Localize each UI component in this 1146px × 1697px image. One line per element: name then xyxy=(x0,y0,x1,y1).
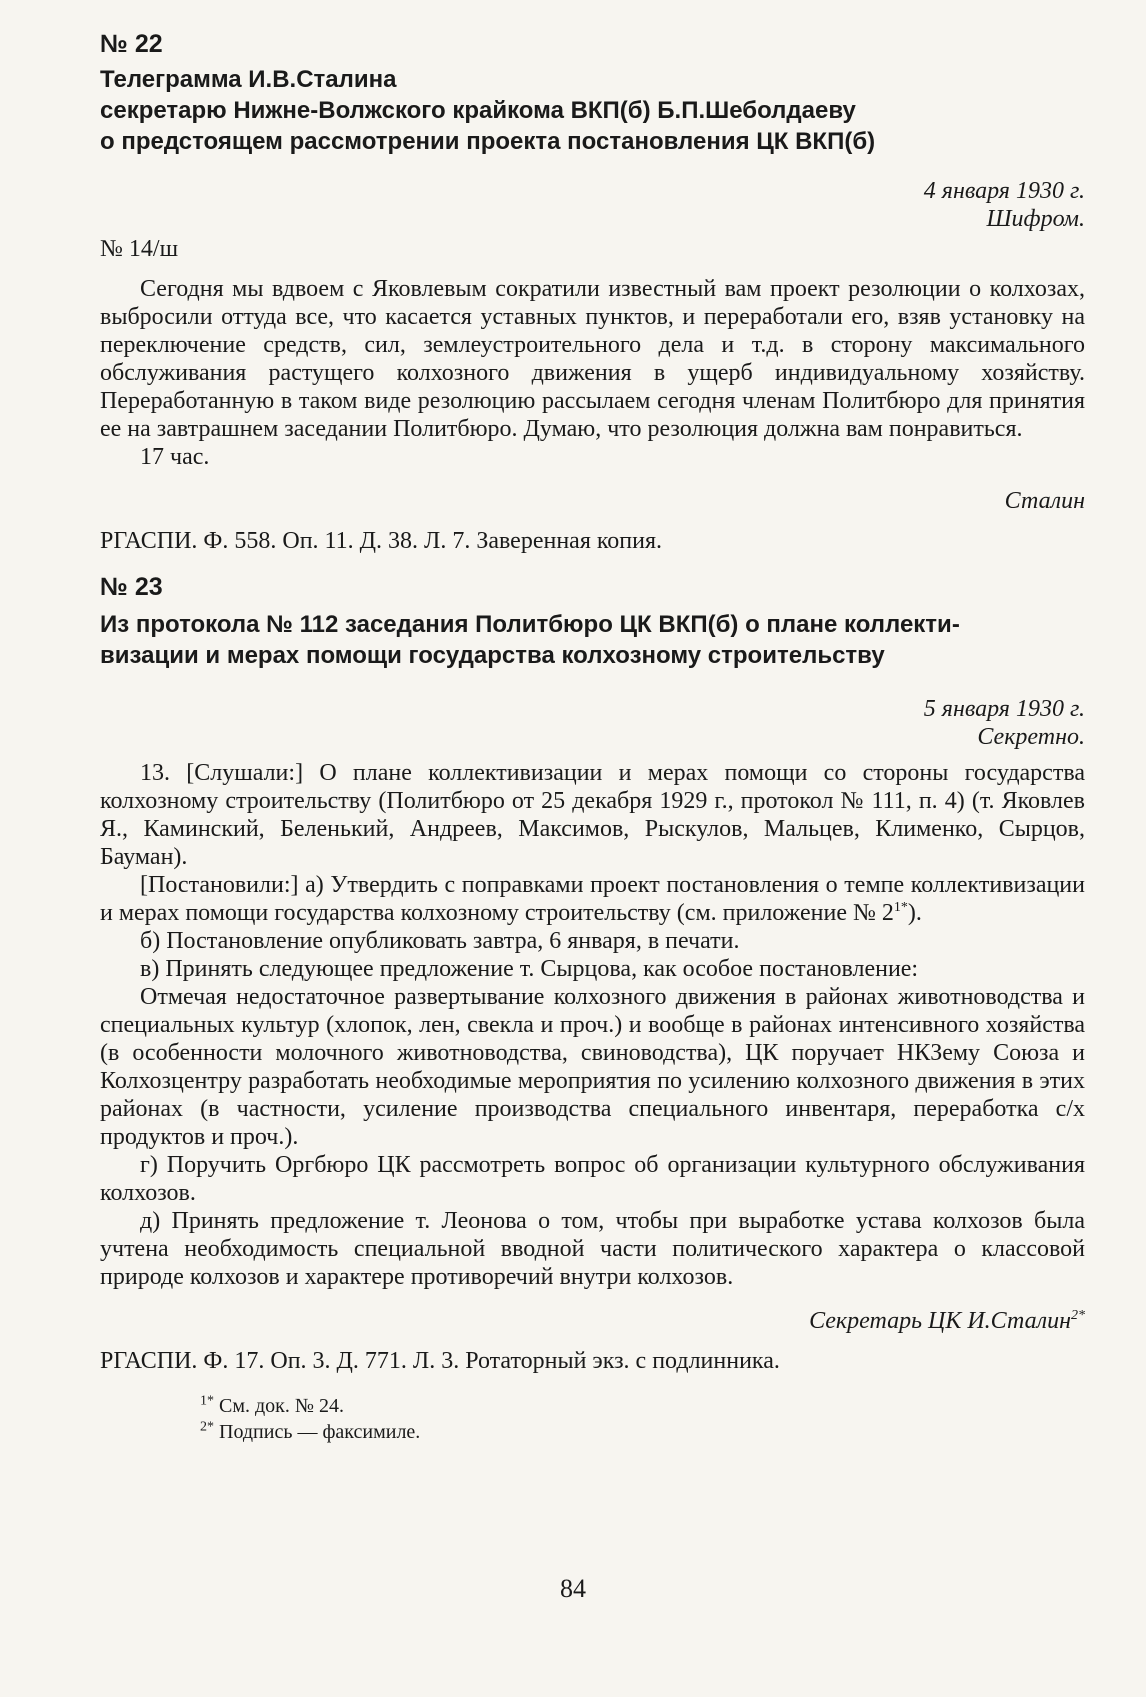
document-22 xyxy=(100,30,1085,555)
doc23-source: РГАСПИ. Ф. 17. Оп. 3. Д. 771. Л. 3. Ротаторный экз. с подлинника. xyxy=(100,1348,780,1374)
doc22-subtitle-1: секретарю Нижне-Волжского крайкома ВКП(б) Б.П.Шеболдаеву xyxy=(100,97,856,124)
doc22-source: РГАСПИ. Ф. 558. Оп. 11. Д. 38. Л. 7. Заверенная копия. xyxy=(100,528,663,554)
footnote-ref-2: 2* xyxy=(1071,1308,1085,1323)
footnote-1 xyxy=(200,1393,1085,1419)
doc22-title: Телеграмма И.В.Сталина xyxy=(100,66,397,93)
doc23-item-g: г) Поручить Оргбюро ЦК рассмотреть вопрос об организации культурного обслуживания колхозов. xyxy=(100,1152,1085,1206)
doc23-resolved-end: ). xyxy=(907,900,922,926)
doc23-number: № 23 xyxy=(100,573,163,601)
footnote-1-text: См. док. № 24. xyxy=(219,1395,344,1417)
footnote-2-mark: 2* xyxy=(200,1419,214,1435)
doc23-resolved xyxy=(100,871,1085,927)
footnote-1-mark: 1* xyxy=(200,1393,214,1409)
doc22-subtitle-2: о предстоящем рассмотрении проекта постановления ЦК ВКП(б) xyxy=(100,128,876,155)
doc23-resolved-text: [Постановили:] а) Утвердить с поправками проект постановления о темпе коллективизации и мерах помощи государства колхозному строительству (см. приложение № 2 xyxy=(100,872,1085,926)
doc23-note: Отмечая недостаточное развертывание колхозного движения в районах животноводства и специальных культур (хлопок, лен, свекла и проч.) и вообще в районах интенсивного хозяйства (в особенности молочного животноводства, свиноводства), ЦК поручает НКЗему Союза и Колхозцентру разработать необходимые мероприятия по усилению колхозного движения в этих районах (в частности, усиление производства специального инвентаря, переработка с/х продуктов и проч.). xyxy=(100,984,1085,1150)
doc23-item-13: 13. [Слушали:] О плане коллективизации и мерах помощи со стороны государства колхозному строительству (Политбюро от 25 декабря 1929 г., протокол № 111, п. 4) (т. Яковлев Я., Каминский, Беленький, Андреев, Максимов, Рыскулов, Мальцев, Клименко, Сырцов, Бауман). xyxy=(100,760,1085,870)
doc23-item-d: д) Принять предложение т. Леонова о том, чтобы при выработке устава колхозов была учтена необходимость специальной вводной части политического характера о классовой природе колхозов и характере противоречий внутри колхозов. xyxy=(100,1208,1085,1290)
doc22-classification: Шифром. xyxy=(986,206,1085,232)
doc23-item-b: б) Постановление опубликовать завтра, 6 января, в печати. xyxy=(140,928,740,954)
doc22-ref-number: № 14/ш xyxy=(100,236,179,262)
footnote-2-text: Подпись — факсимиле. xyxy=(219,1421,421,1443)
doc22-number: № 22 xyxy=(100,30,163,58)
doc23-signature-text: Секретарь ЦК И.Сталин xyxy=(809,1308,1071,1334)
doc23-classification: Секретно. xyxy=(977,724,1085,750)
doc22-signature: Сталин xyxy=(1004,488,1085,514)
doc23-date: 5 января 1930 г. xyxy=(923,696,1085,722)
footnote-ref-1: 1* xyxy=(893,900,908,915)
doc22-body: Сегодня мы вдвоем с Яковлевым сократили известный вам проект резолюции о колхозах, выбросили оттуда все, что касается уставных пунктов, и переработали его, взяв установку на переключение средств, сил, землеустроительного дела и т.д. в сторону максимального обслуживания растущего колхозного движения в ущерб индивидуальному хозяйству. Переработанную в таком виде резолюцию рассылаем сегодня членам Политбюро для принятия ее на завтрашнем заседании Политбюро. Думаю, что резолюция должна вам понравиться. xyxy=(100,276,1085,442)
doc22-time: 17 час. xyxy=(140,444,210,470)
footnotes xyxy=(100,1393,1085,1445)
page-content xyxy=(100,30,1085,1445)
page-number: 84 xyxy=(560,1574,586,1603)
doc23-item-v: в) Принять следующее предложение т. Сырцова, как особое постановление: xyxy=(140,956,919,982)
doc23-title-line-2: визации и мерах помощи государства колхозному строительству xyxy=(100,642,885,669)
doc22-date: 4 января 1930 г. xyxy=(923,178,1085,204)
doc23-title-line-1: Из протокола № 112 заседания Политбюро ЦК ВКП(б) о плане коллекти- xyxy=(100,611,960,638)
footnote-2 xyxy=(200,1419,1085,1445)
document-23 xyxy=(100,573,1085,1375)
doc23-signature xyxy=(100,1307,1085,1335)
